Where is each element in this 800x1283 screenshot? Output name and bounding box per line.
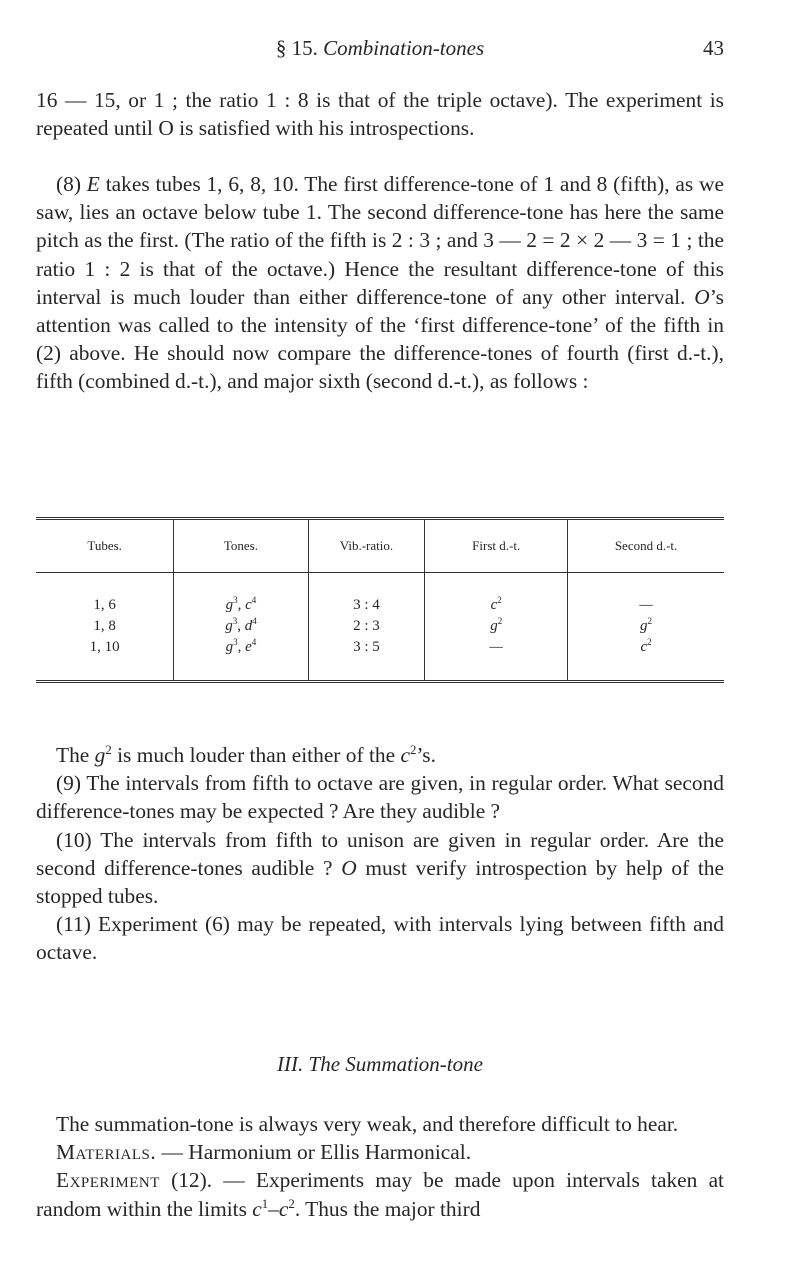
cell-tubes: 1, 8 [93,618,116,634]
paragraph-11: (11) Experiment (6) may be repeated, with intervals lying between fifth and octave. [36,912,724,965]
paragraph-continuation [36,86,724,142]
paragraph-segment: . Thus the major third [294,1196,481,1221]
paragraph-12: The summation-tone is always very weak, and therefore difficult to hear. [56,1112,679,1136]
cell-tones: $g^3$, $c^4$ [174,573,308,617]
note-octave: 2 [288,1196,295,1211]
table-header-row [36,519,724,573]
paragraph-segment: ’s attention was called to the intensity of the ‘first difference-tone’ of the fifth in (2) above. He should now compare the difference-tones of fourth (first d.-t.), fifth (combined d.-t.), and major sixth (second d.-t.), as follows : [36,284,724,394]
note-octave: 1 [261,1196,269,1211]
paragraph-segment: takes tubes 1, 6, 8, 10. The first difference-tone of 1 and 8 (fifth), as we saw, lies an octave below tube 1. The second difference-tone has here the same pitch as the first. (The ratio of the fifth is 2 : 3 ; and 3 — 2 = 2 × 2 — 3 = 1 ; the ratio 1 : 2 is that of the octave.) Hence the resultant difference-tone of this interval is much louder than either difference-tone of any other interval. [36,172,724,309]
range-dash: – [268,1196,279,1221]
cell-second-dt: $g^2$ [568,616,724,637]
cell-ratio: 3 : 5 [308,637,425,682]
paragraph-segment: The [56,743,95,767]
note-symbol: c [400,743,410,767]
table-row [36,616,724,637]
section-heading: III. The Summation-tone [277,1052,483,1076]
cell-ratio: 3 : 4 [308,573,425,617]
materials-paragraph [36,1138,724,1166]
note-symbol: c [278,1196,289,1221]
column-header: Second d.-t. [568,519,724,573]
cell-tones: $g^3$, $d^4$ [174,616,308,637]
paragraph-segment: (12). — Experiments may be made upon intervals taken at random within the limits [36,1168,724,1221]
item-number: (8) [56,172,81,196]
cell-second-dt: — [568,573,724,617]
page [36,0,724,1283]
paragraph-segment: must verify introspection by help of the stopped tubes. [36,855,724,909]
paragraph-segment: is much louder than either of the [111,743,401,767]
cell-first-dt: — [425,637,568,682]
column-header: Vib.-ratio. [308,519,425,573]
column-header: Tubes. [36,519,174,573]
post-table-text [36,741,724,967]
cell-ratio: 2 : 3 [308,616,425,637]
difference-tone-table [36,517,724,683]
cell-first-dt: $c^2$ [425,573,568,617]
cell-tones: $g^3$, $e^4$ [174,637,308,682]
experiment-label: Experiment [56,1168,160,1193]
cell-second-dt: $c^2$ [568,637,724,682]
experimenter-symbol: E [86,172,100,196]
paragraph-segment: ’s. [416,743,436,767]
paragraph-segment: (10) The intervals from fifth to unison are given in regular order. Are the second difference-tones audible ? [36,827,724,880]
observer-symbol: O [341,855,357,880]
cell-first-dt: $g^2$ [425,616,568,637]
table-row [36,573,724,617]
paragraph-10 [36,826,724,911]
page-number: 43 [703,36,724,60]
paragraph-8 [36,170,724,396]
paragraph-9: (9) The intervals from fifth to octave are given, in regular order. What second difference-tones may be expected ? Are they audible ? [36,771,724,824]
cell-tubes: 1, 6 [93,597,116,613]
header-title [36,36,724,61]
paragraph-text [36,741,724,769]
summation-section-text [36,1110,724,1223]
note-symbol: c [252,1196,262,1221]
cell-tubes: 1, 10 [36,637,174,682]
section-mark: § 15. [275,36,318,60]
materials-label: Materials. [56,1140,157,1165]
column-header: Tones. [174,519,308,573]
experiment-paragraph [36,1166,724,1222]
note-octave: 2 [105,742,112,757]
paragraph-text: 16 — 15, or 1 ; the ratio 1 : 8 is that of the triple octave). The experiment is repeated until O is satisfied with his introspections. [36,88,724,141]
note-symbol: g [94,743,106,767]
observer-symbol: O [694,284,710,309]
running-header [36,36,724,66]
paragraph-segment: — Harmonium or Ellis Harmonical. [156,1140,472,1165]
table-row [36,637,724,682]
paragraph-text [36,170,724,396]
column-header: First d.-t. [425,519,568,573]
chapter-title: Combination-tones [323,36,485,60]
note-octave: 2 [409,742,417,757]
